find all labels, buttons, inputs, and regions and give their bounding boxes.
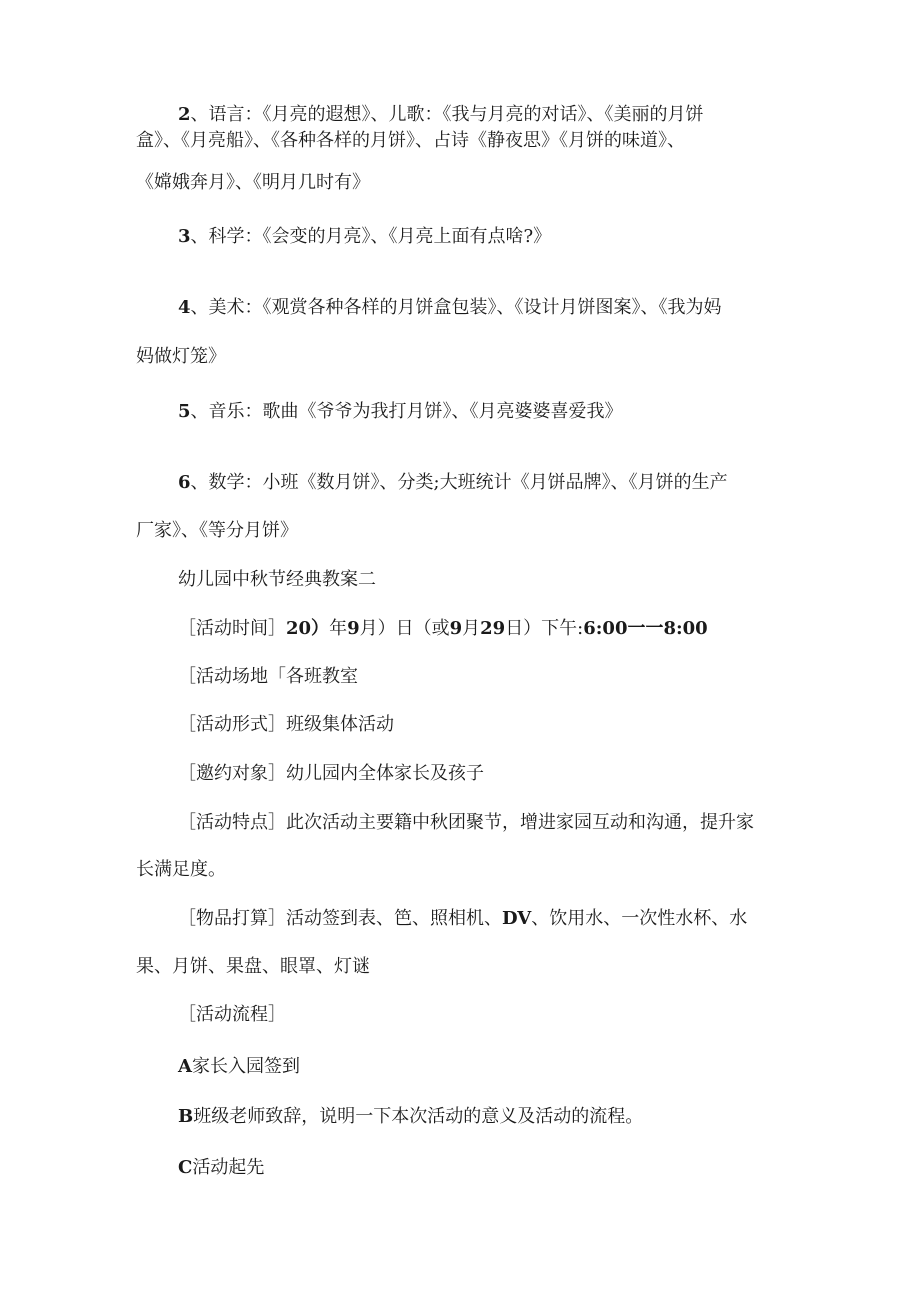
step-b-letter: B [178, 1106, 194, 1127]
item-2-text: 、语言：《月亮的遐想》、儿歌：《我与月亮的对话》、《美丽的月饼 [190, 104, 704, 125]
activity-invitees: ［邀约对象］幼儿园内全体家长及孩子 [178, 763, 484, 784]
activity-items-text-rest: 、饮用水、一次性水杯、水 [531, 908, 748, 929]
step-c [178, 1157, 264, 1179]
item-6-number: 6 [178, 472, 191, 493]
activity-time-year: 20） [286, 618, 330, 639]
item-4-line-1 [178, 297, 722, 319]
step-b [178, 1106, 643, 1128]
section-heading: 幼儿园中秋节经典教案二 [178, 569, 376, 590]
activity-form: ［活动形式］班级集体活动 [178, 714, 394, 735]
item-6-text: 、数学：小班《数月饼》、分类;大班统计《月饼品牌》、《月饼的生产 [190, 472, 728, 493]
item-6-line-2: 厂家》、《等分月饼》 [136, 520, 298, 541]
item-5-number: 5 [178, 401, 191, 422]
activity-time-alt-day: 29 [480, 618, 506, 639]
step-b-text: 班级老师致辞，说明一下本次活动的意义及活动的流程。 [193, 1106, 644, 1127]
item-4-line-2: 妈做灯笼》 [136, 346, 226, 367]
activity-time [178, 618, 708, 640]
step-c-text: 活动起先 [192, 1157, 265, 1178]
activity-time-label: ［活动时间］ [178, 618, 286, 639]
item-2-number: 2 [178, 104, 191, 125]
item-4-text: 、美术：《观赏各种各样的月饼盒包装》、《设计月饼图案》、《我为妈 [190, 297, 722, 318]
activity-features-line-1: ［活动特点］此次活动主要籍中秋团聚节，增进家园互动和沟通，提升家 [178, 812, 754, 833]
step-c-letter: C [178, 1157, 193, 1178]
activity-items-line-2: 果、月饼、果盘、眼罩、灯谜 [136, 956, 370, 977]
step-a-letter: A [178, 1056, 192, 1077]
activity-time-range: 6:00一一8:00 [583, 618, 708, 639]
activity-time-month-text: 月）日（或 [359, 618, 450, 639]
step-a [178, 1056, 300, 1078]
activity-time-month: 9 [347, 618, 360, 639]
item-2-line-3: 《嫦娥奔月》、《明月几时有》 [136, 172, 370, 193]
item-5-text: 、音乐：歌曲《爷爷为我打月饼》、《月亮婆婆喜爱我》 [190, 401, 623, 422]
activity-time-alt-month: 9 [449, 618, 463, 639]
activity-time-year-unit: 年 [329, 618, 348, 639]
activity-features-line-2: 长满足度。 [136, 859, 226, 880]
item-2-line-1 [178, 104, 704, 126]
item-3 [178, 226, 551, 248]
item-3-text: 、科学：《会变的月亮》、《月亮上面有点啥?》 [190, 226, 552, 247]
activity-process: ［活动流程］ [178, 1004, 286, 1025]
activity-venue: ［活动场地「各班教室 [178, 666, 358, 687]
item-3-number: 3 [178, 226, 191, 247]
item-4-number: 4 [178, 297, 191, 318]
item-2-line-2: 盒》、《月亮船》、《各种各样的月饼》、占诗《静夜思》《月饼的味道》、 [136, 130, 685, 151]
activity-items-dv: DV [502, 908, 532, 929]
item-6-line-1 [178, 472, 728, 494]
step-a-text: 家长入园签到 [191, 1056, 300, 1077]
activity-time-alt-day-text: 日）下午: [505, 618, 584, 639]
item-5 [178, 401, 623, 423]
activity-items-line-1 [178, 908, 747, 930]
activity-time-alt-month-unit: 月 [462, 618, 481, 639]
activity-items-text: ［物品打算］活动签到表、笆、照相机、 [178, 908, 502, 929]
